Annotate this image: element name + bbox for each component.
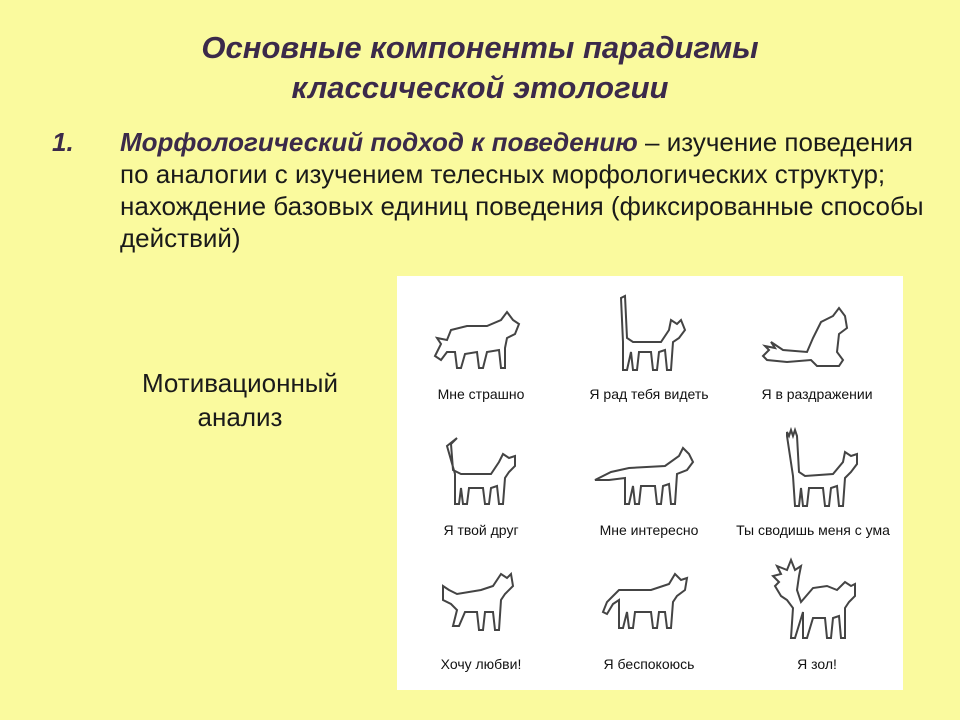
posture-cell-interested [565,418,733,550]
posture-caption: Я беспокоюсь [603,656,695,672]
posture-cell-irritated [733,282,901,414]
item-lead: Морфологический подход к поведению [120,127,638,157]
item-dash: – [637,127,660,157]
posture-cell-glad [565,282,733,414]
posture-caption: Мне интересно [599,522,699,538]
motiv-line-2: анализ [197,402,283,432]
posture-cell-angry [733,552,901,684]
cat-glad-icon [589,286,709,386]
posture-caption: Мне страшно [437,386,525,402]
cat-love-icon [421,556,541,656]
posture-caption: Ты сводишь меня с ума [736,522,890,538]
cat-postures-figure [397,276,903,690]
slide-title [0,28,960,108]
cat-worried-icon [589,556,709,656]
cat-friend-icon [421,422,541,522]
posture-cell-friend [397,418,565,550]
posture-cell-worried [565,552,733,684]
posture-cell-love [397,552,565,684]
item-body [120,126,940,254]
posture-cell-scared [397,282,565,414]
item-text: изучение поведения по аналогии с изучением телесных морфологических структур; нахождение базовых единиц поведения (фиксированные способы действий) [120,127,924,253]
posture-caption: Хочу любви! [440,656,522,672]
posture-caption: Я в раздражении [761,386,873,402]
cat-scared-icon [421,286,541,386]
motiv-line-1: Мотивационный [141,368,339,398]
title-line-1: Основные компоненты парадигмы [201,30,759,65]
posture-cell-crazy [733,418,901,550]
posture-caption: Я твой друг [443,522,519,538]
cat-irritated-icon [757,286,877,386]
cat-interested-icon [589,422,709,522]
cat-crazy-icon [757,422,877,522]
posture-caption: Я зол! [797,656,837,672]
cat-angry-icon [757,556,877,656]
title-line-2: классической этологии [291,70,669,105]
item-number: 1. [52,127,74,157]
posture-caption: Я рад тебя видеть [589,386,709,402]
motivational-analysis-label [100,366,380,434]
